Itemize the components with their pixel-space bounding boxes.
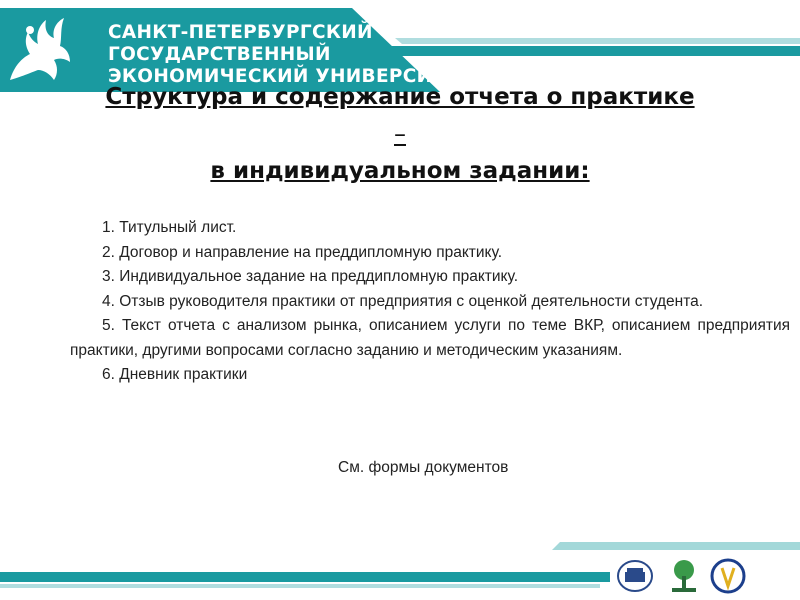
griffin-icon [0, 8, 80, 88]
university-name [108, 22, 471, 88]
list-item: 1. Титульный лист. [102, 219, 237, 236]
slide-title-dash: – [394, 120, 406, 148]
list-item: 5. Текст отчета с анализом рынка, описанием услуги по теме ВКР, описанием предприятия практики, другими вопросами согласно заданию и методическим указаниям. [70, 317, 790, 359]
tree-logo-icon [664, 556, 704, 596]
university-name-line: ЭКОНОМИЧЕСКИЙ УНИВЕРСИТЕТ [108, 66, 472, 87]
document-items-list [70, 216, 790, 388]
list-item: 3. Индивидуальное задание на преддипломную практику. [102, 268, 518, 285]
header-band [0, 8, 800, 92]
list-item: 4. Отзыв руководителя практики от предприятия с оценкой деятельности студента. [102, 292, 704, 310]
slide-title-line-1: Структура и содержание отчета о практике [105, 84, 695, 110]
emblem-logo-icon [615, 556, 655, 596]
list-item: 6. Дневник практики [102, 366, 248, 383]
see-forms-note: См. формы документов [338, 459, 509, 476]
quality-logo-icon [708, 556, 748, 596]
slide-title-line-2: в индивидуальном задании: [210, 158, 590, 184]
university-name-line: ГОСУДАРСТВЕННЫЙ [108, 44, 331, 65]
university-name-line: САНКТ-ПЕТЕРБУРГСКИЙ [108, 22, 373, 43]
list-item: 2. Договор и направление на преддипломную практику. [102, 243, 502, 261]
